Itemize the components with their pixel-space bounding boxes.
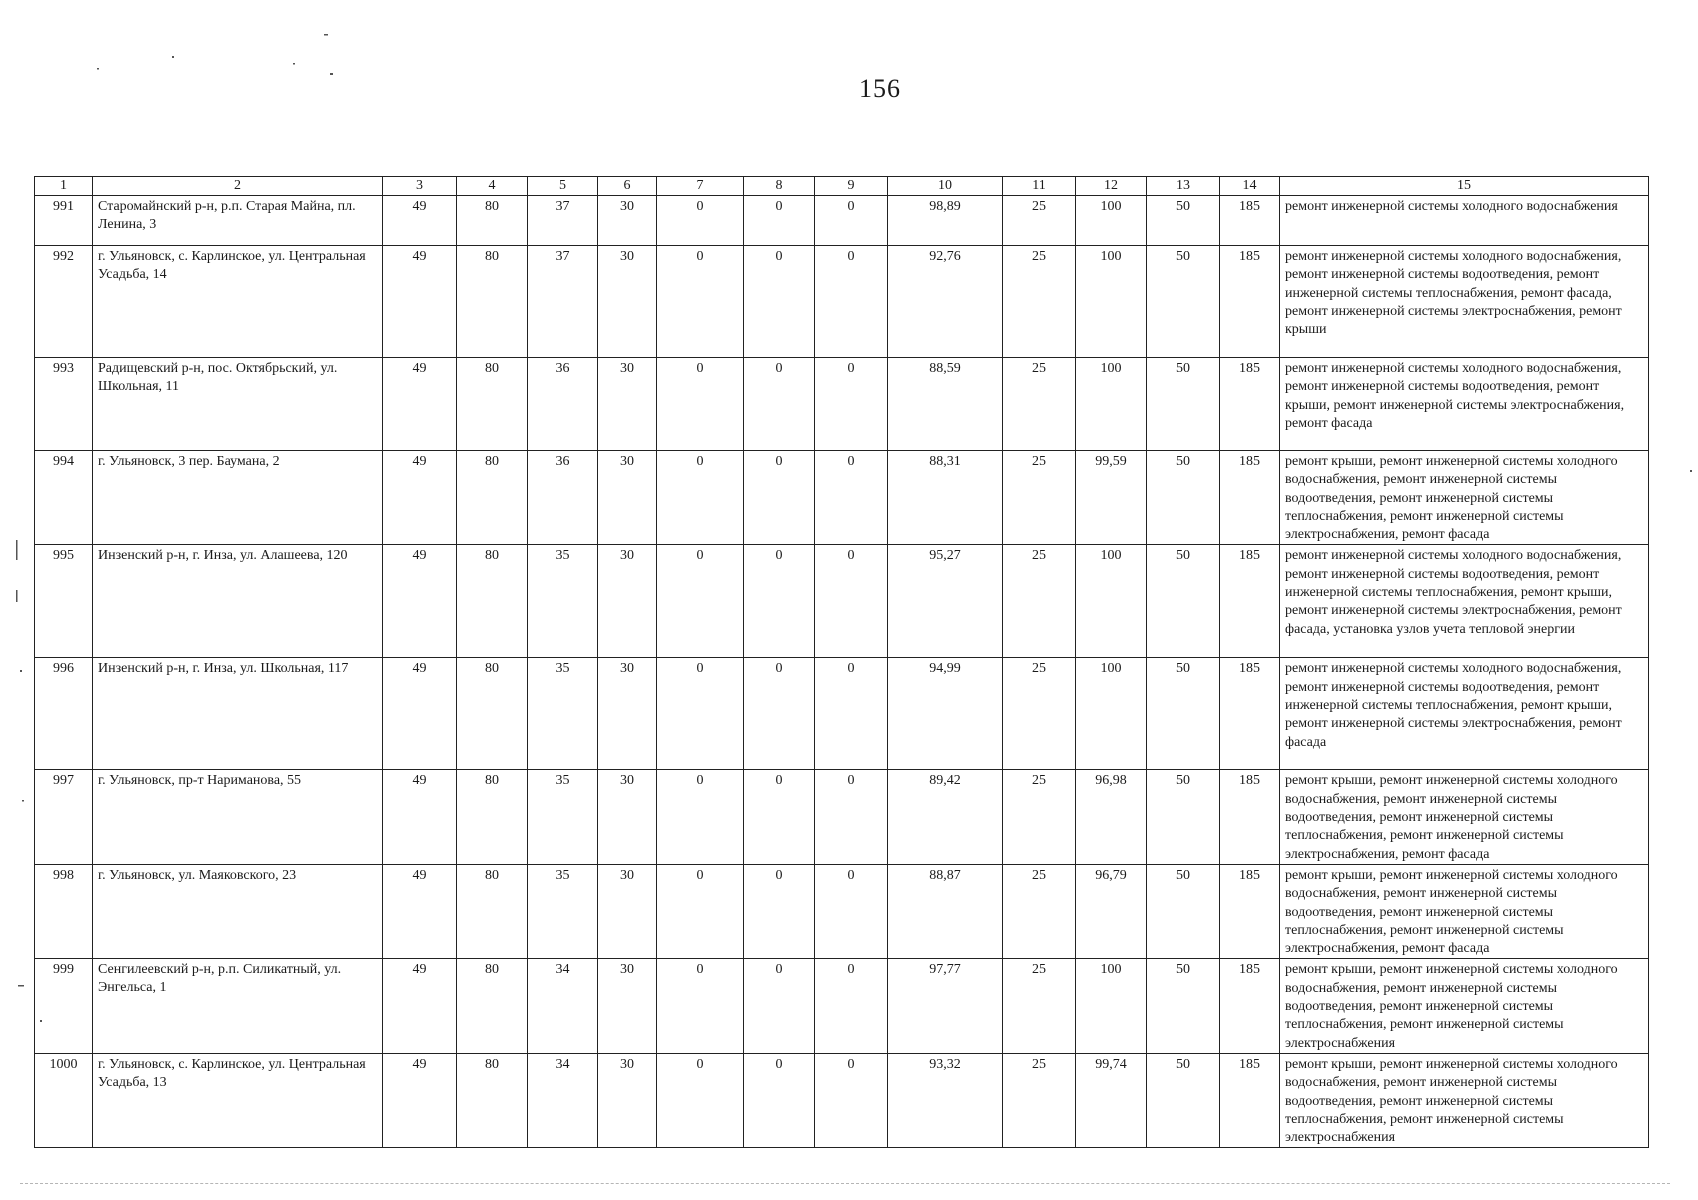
col5-cell: 35 [528, 658, 598, 770]
col7-cell: 0 [657, 1053, 744, 1147]
works-cell: ремонт инженерной системы холодного водоснабжения, ремонт инженерной системы водоотведения, ремонт инженерной системы теплоснабжения, ремонт фасада, ремонт инженерной системы электроснабжения, ремонт крыши [1280, 246, 1649, 358]
col14-cell: 185 [1220, 451, 1280, 545]
column-number-5: 5 [528, 177, 598, 196]
table-row [35, 545, 1649, 658]
col11-cell: 25 [1003, 658, 1076, 770]
col4-cell: 80 [457, 246, 528, 358]
column-number-9: 9 [815, 177, 888, 196]
col8-cell: 0 [744, 545, 815, 658]
col4-cell: 80 [457, 451, 528, 545]
address-cell: г. Ульяновск, с. Карлинское, ул. Центральная Усадьба, 13 [93, 1053, 383, 1147]
works-cell: ремонт инженерной системы холодного водоснабжения, ремонт инженерной системы водоотведения, ремонт инженерной системы теплоснабжения, ремонт крыши, ремонт инженерной системы электроснабжения, ремонт фасада, установка узлов учета тепловой энергии [1280, 545, 1649, 658]
col12-cell: 100 [1076, 246, 1147, 358]
col5-cell: 37 [528, 196, 598, 246]
works-cell: ремонт инженерной системы холодного водоснабжения [1280, 196, 1649, 246]
col14-cell: 185 [1220, 358, 1280, 451]
col9-cell: 0 [815, 196, 888, 246]
registry-table [34, 176, 1649, 1148]
col5-cell: 34 [528, 1053, 598, 1147]
col10-cell: 95,27 [888, 545, 1003, 658]
col3-cell: 49 [383, 959, 457, 1053]
row-number: 993 [35, 358, 93, 451]
col13-cell: 50 [1147, 864, 1220, 958]
col11-cell: 25 [1003, 451, 1076, 545]
address-cell: Радищевский р-н, пос. Октябрьский, ул. Школьная, 11 [93, 358, 383, 451]
col4-cell: 80 [457, 864, 528, 958]
col7-cell: 0 [657, 545, 744, 658]
col10-cell: 94,99 [888, 658, 1003, 770]
col5-cell: 37 [528, 246, 598, 358]
address-cell: Сенгилеевский р-н, р.п. Силикатный, ул. Энгельса, 1 [93, 959, 383, 1053]
col11-cell: 25 [1003, 959, 1076, 1053]
col8-cell: 0 [744, 658, 815, 770]
row-number: 996 [35, 658, 93, 770]
col13-cell: 50 [1147, 959, 1220, 1053]
col14-cell: 185 [1220, 246, 1280, 358]
works-cell: ремонт крыши, ремонт инженерной системы холодного водоснабжения, ремонт инженерной системы водоотведения, ремонт инженерной системы теплоснабжения, ремонт инженерной системы электроснабжения [1280, 959, 1649, 1053]
col14-cell: 185 [1220, 545, 1280, 658]
works-cell: ремонт крыши, ремонт инженерной системы холодного водоснабжения, ремонт инженерной системы водоотведения, ремонт инженерной системы теплоснабжения, ремонт инженерной системы электроснабжения, ремонт фасада [1280, 864, 1649, 958]
col14-cell: 185 [1220, 864, 1280, 958]
col12-cell: 99,59 [1076, 451, 1147, 545]
col12-cell: 100 [1076, 196, 1147, 246]
col14-cell: 185 [1220, 959, 1280, 1053]
row-number: 995 [35, 545, 93, 658]
col7-cell: 0 [657, 196, 744, 246]
col5-cell: 35 [528, 864, 598, 958]
col4-cell: 80 [457, 196, 528, 246]
column-number-14: 14 [1220, 177, 1280, 196]
col8-cell: 0 [744, 451, 815, 545]
row-number: 994 [35, 451, 93, 545]
works-cell: ремонт инженерной системы холодного водоснабжения, ремонт инженерной системы водоотведения, ремонт инженерной системы теплоснабжения, ремонт крыши, ремонт инженерной системы электроснабжения, ремонт фасада [1280, 658, 1649, 770]
column-number-15: 15 [1280, 177, 1649, 196]
col8-cell: 0 [744, 196, 815, 246]
col13-cell: 50 [1147, 358, 1220, 451]
col10-cell: 97,77 [888, 959, 1003, 1053]
column-number-12: 12 [1076, 177, 1147, 196]
col11-cell: 25 [1003, 358, 1076, 451]
column-number-13: 13 [1147, 177, 1220, 196]
works-cell: ремонт крыши, ремонт инженерной системы холодного водоснабжения, ремонт инженерной системы водоотведения, ремонт инженерной системы теплоснабжения, ремонт инженерной системы электроснабжения, ремонт фасада [1280, 770, 1649, 864]
table-row [35, 770, 1649, 864]
col4-cell: 80 [457, 658, 528, 770]
col10-cell: 88,59 [888, 358, 1003, 451]
col6-cell: 30 [598, 545, 657, 658]
col3-cell: 49 [383, 246, 457, 358]
address-cell: г. Ульяновск, пр-т Нариманова, 55 [93, 770, 383, 864]
column-number-3: 3 [383, 177, 457, 196]
table-row [35, 1053, 1649, 1147]
col6-cell: 30 [598, 658, 657, 770]
col13-cell: 50 [1147, 770, 1220, 864]
col3-cell: 49 [383, 196, 457, 246]
col12-cell: 100 [1076, 959, 1147, 1053]
col3-cell: 49 [383, 451, 457, 545]
col5-cell: 35 [528, 770, 598, 864]
col9-cell: 0 [815, 246, 888, 358]
column-number-6: 6 [598, 177, 657, 196]
col6-cell: 30 [598, 770, 657, 864]
col11-cell: 25 [1003, 196, 1076, 246]
col5-cell: 35 [528, 545, 598, 658]
row-number: 992 [35, 246, 93, 358]
col12-cell: 99,74 [1076, 1053, 1147, 1147]
col11-cell: 25 [1003, 545, 1076, 658]
address-cell: Инзенский р-н, г. Инза, ул. Школьная, 117 [93, 658, 383, 770]
address-cell: г. Ульяновск, с. Карлинское, ул. Центральная Усадьба, 14 [93, 246, 383, 358]
col5-cell: 36 [528, 451, 598, 545]
col11-cell: 25 [1003, 246, 1076, 358]
row-number: 998 [35, 864, 93, 958]
col8-cell: 0 [744, 1053, 815, 1147]
column-number-4: 4 [457, 177, 528, 196]
col9-cell: 0 [815, 1053, 888, 1147]
col10-cell: 92,76 [888, 246, 1003, 358]
col13-cell: 50 [1147, 545, 1220, 658]
col13-cell: 50 [1147, 451, 1220, 545]
row-number: 999 [35, 959, 93, 1053]
col9-cell: 0 [815, 959, 888, 1053]
address-cell: Инзенский р-н, г. Инза, ул. Алашеева, 120 [93, 545, 383, 658]
col11-cell: 25 [1003, 770, 1076, 864]
col8-cell: 0 [744, 246, 815, 358]
works-cell: ремонт крыши, ремонт инженерной системы холодного водоснабжения, ремонт инженерной системы водоотведения, ремонт инженерной системы теплоснабжения, ремонт инженерной системы электроснабжения, ремонт фасада [1280, 451, 1649, 545]
col6-cell: 30 [598, 959, 657, 1053]
col6-cell: 30 [598, 196, 657, 246]
col13-cell: 50 [1147, 658, 1220, 770]
table-row [35, 196, 1649, 246]
col9-cell: 0 [815, 658, 888, 770]
col12-cell: 96,98 [1076, 770, 1147, 864]
col7-cell: 0 [657, 658, 744, 770]
col7-cell: 0 [657, 358, 744, 451]
col14-cell: 185 [1220, 658, 1280, 770]
col10-cell: 88,87 [888, 864, 1003, 958]
col10-cell: 93,32 [888, 1053, 1003, 1147]
col9-cell: 0 [815, 358, 888, 451]
column-number-7: 7 [657, 177, 744, 196]
col8-cell: 0 [744, 959, 815, 1053]
col8-cell: 0 [744, 770, 815, 864]
col5-cell: 36 [528, 358, 598, 451]
col3-cell: 49 [383, 770, 457, 864]
col10-cell: 98,89 [888, 196, 1003, 246]
col6-cell: 30 [598, 451, 657, 545]
row-number: 1000 [35, 1053, 93, 1147]
table-row [35, 358, 1649, 451]
col10-cell: 89,42 [888, 770, 1003, 864]
col9-cell: 0 [815, 770, 888, 864]
column-number-2: 2 [93, 177, 383, 196]
scan-edge-line [20, 1183, 1670, 1184]
col3-cell: 49 [383, 658, 457, 770]
col7-cell: 0 [657, 451, 744, 545]
col3-cell: 49 [383, 864, 457, 958]
col4-cell: 80 [457, 358, 528, 451]
address-cell: г. Ульяновск, 3 пер. Баумана, 2 [93, 451, 383, 545]
col14-cell: 185 [1220, 1053, 1280, 1147]
table-row [35, 451, 1649, 545]
col11-cell: 25 [1003, 864, 1076, 958]
table-row [35, 959, 1649, 1053]
address-cell: г. Ульяновск, ул. Маяковского, 23 [93, 864, 383, 958]
col12-cell: 100 [1076, 358, 1147, 451]
row-number: 997 [35, 770, 93, 864]
table-row [35, 864, 1649, 958]
col13-cell: 50 [1147, 246, 1220, 358]
col8-cell: 0 [744, 864, 815, 958]
col7-cell: 0 [657, 864, 744, 958]
col10-cell: 88,31 [888, 451, 1003, 545]
col14-cell: 185 [1220, 770, 1280, 864]
col12-cell: 100 [1076, 658, 1147, 770]
works-cell: ремонт инженерной системы холодного водоснабжения, ремонт инженерной системы водоотведения, ремонт крыши, ремонт инженерной системы электроснабжения, ремонт фасада [1280, 358, 1649, 451]
col14-cell: 185 [1220, 196, 1280, 246]
column-number-11: 11 [1003, 177, 1076, 196]
col6-cell: 30 [598, 358, 657, 451]
table-row [35, 658, 1649, 770]
address-cell: Старомайнский р-н, р.п. Старая Майна, пл. Ленина, 3 [93, 196, 383, 246]
col8-cell: 0 [744, 358, 815, 451]
col4-cell: 80 [457, 770, 528, 864]
col7-cell: 0 [657, 959, 744, 1053]
column-number-1: 1 [35, 177, 93, 196]
col3-cell: 49 [383, 1053, 457, 1147]
col6-cell: 30 [598, 864, 657, 958]
table-body [35, 196, 1649, 1148]
col3-cell: 49 [383, 545, 457, 658]
col6-cell: 30 [598, 246, 657, 358]
col7-cell: 0 [657, 246, 744, 358]
col11-cell: 25 [1003, 1053, 1076, 1147]
col13-cell: 50 [1147, 196, 1220, 246]
row-number: 991 [35, 196, 93, 246]
page-number: 156 [859, 74, 901, 103]
col4-cell: 80 [457, 959, 528, 1053]
column-number-8: 8 [744, 177, 815, 196]
col9-cell: 0 [815, 545, 888, 658]
col7-cell: 0 [657, 770, 744, 864]
col4-cell: 80 [457, 545, 528, 658]
column-number-row [35, 177, 1649, 196]
col5-cell: 34 [528, 959, 598, 1053]
col12-cell: 96,79 [1076, 864, 1147, 958]
col12-cell: 100 [1076, 545, 1147, 658]
col6-cell: 30 [598, 1053, 657, 1147]
col9-cell: 0 [815, 451, 888, 545]
works-cell: ремонт крыши, ремонт инженерной системы холодного водоснабжения, ремонт инженерной системы водоотведения, ремонт инженерной системы теплоснабжения, ремонт инженерной системы электроснабжения [1280, 1053, 1649, 1147]
table-row [35, 246, 1649, 358]
col4-cell: 80 [457, 1053, 528, 1147]
col9-cell: 0 [815, 864, 888, 958]
column-number-10: 10 [888, 177, 1003, 196]
col3-cell: 49 [383, 358, 457, 451]
col13-cell: 50 [1147, 1053, 1220, 1147]
